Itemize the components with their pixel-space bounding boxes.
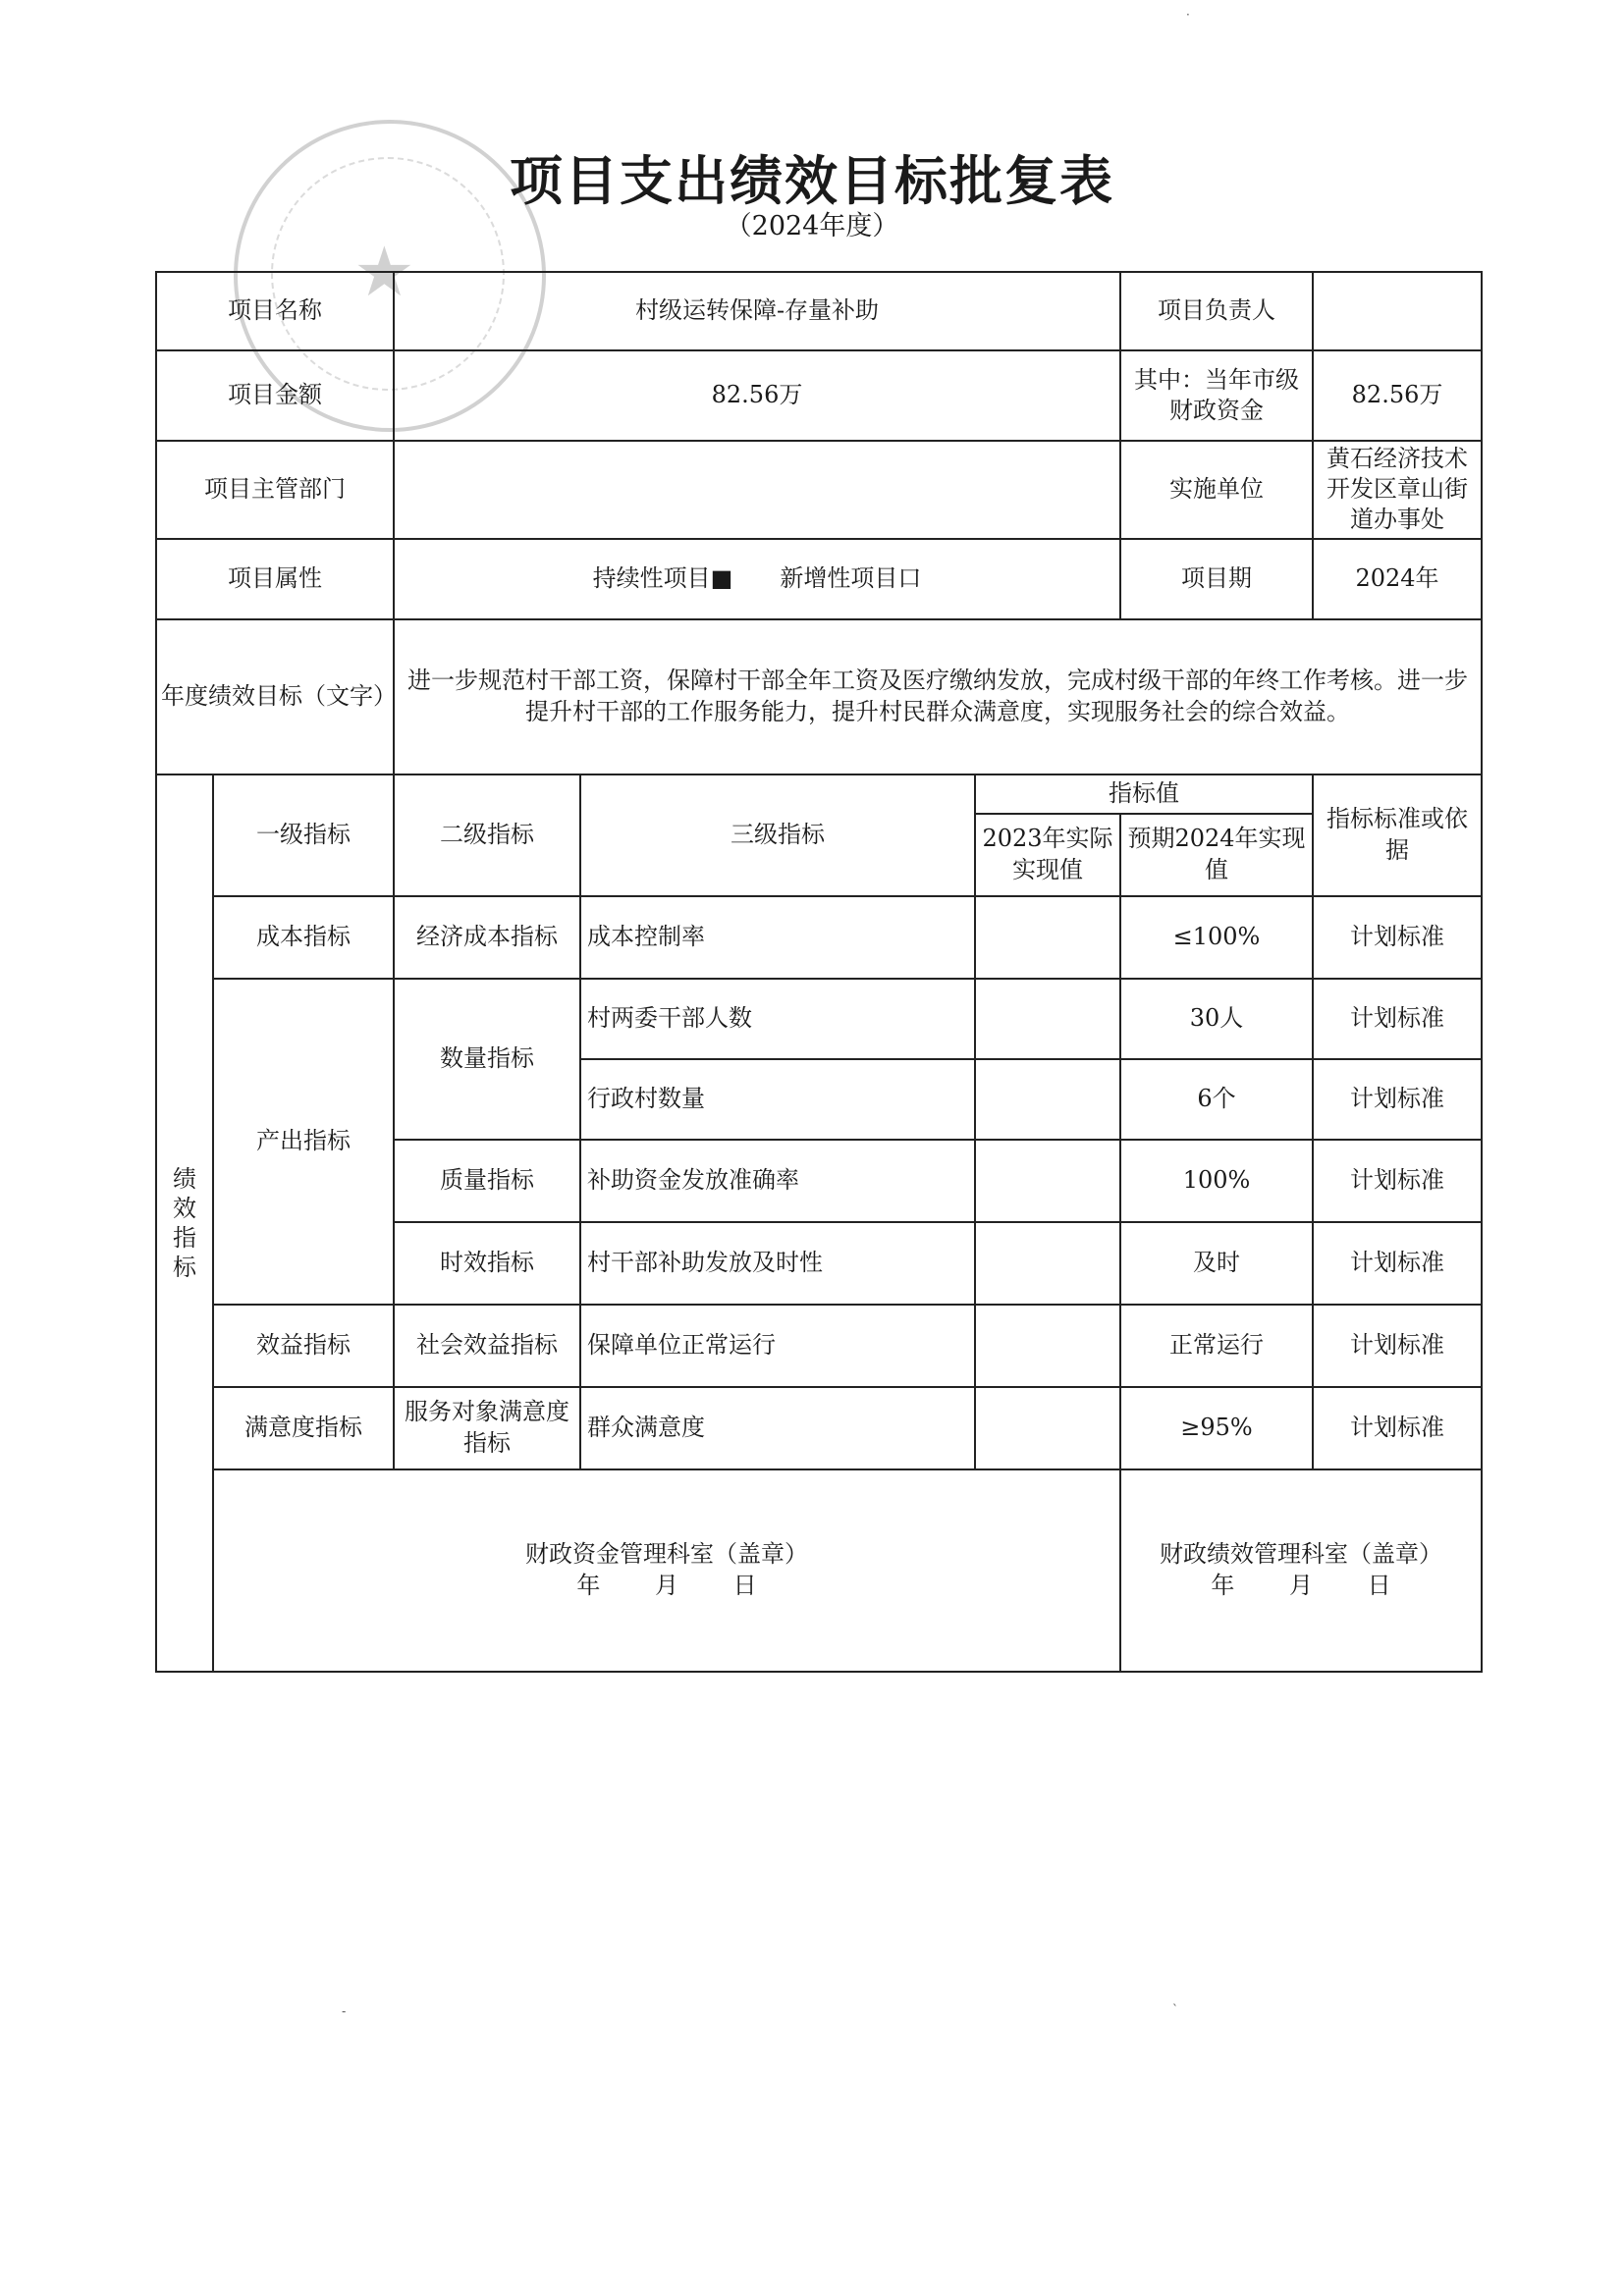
row-expected: ≤100% xyxy=(1120,896,1313,979)
date-day: 日 xyxy=(732,1571,757,1599)
dept-label: 项目主管部门 xyxy=(156,441,394,539)
goal-text: 进一步规范村干部工资，保障村干部全年工资及医疗缴纳发放，完成村级干部的年终工作考核。进一步提升村干部的工作服务能力，提升村民群众满意度，实现服务社会的综合效益。 xyxy=(394,619,1482,774)
finance-performance-office-label: 财政绩效管理科室（盖章） xyxy=(1160,1540,1443,1569)
row-perf-header-1 xyxy=(156,774,1482,814)
perf-section-label xyxy=(156,774,213,1672)
row-basis: 计划标准 xyxy=(1313,1059,1482,1140)
row-basis: 计划标准 xyxy=(1313,1305,1482,1387)
row-expected: 30人 xyxy=(1120,979,1313,1059)
header-expected-2024: 预期2024年实现值 xyxy=(1120,814,1313,896)
goal-label: 年度绩效目标（文字） xyxy=(156,619,394,774)
header-actual-2023: 2023年实际实现值 xyxy=(975,814,1120,896)
row-actual xyxy=(975,1140,1120,1222)
scan-speck: · xyxy=(1186,8,1190,22)
row-level3: 行政村数量 xyxy=(580,1059,975,1140)
date-month: 月 xyxy=(1289,1571,1314,1599)
row-level3: 补助资金发放准确率 xyxy=(580,1140,975,1222)
attr-value: 持续性项目■ 新增性项目口 xyxy=(394,539,1120,619)
row-actual xyxy=(975,1222,1120,1305)
row-level3: 村两委干部人数 xyxy=(580,979,975,1059)
scan-speck: ` xyxy=(1172,2002,1178,2016)
row-expected: ≥95% xyxy=(1120,1387,1313,1469)
row-basis: 计划标准 xyxy=(1313,979,1482,1059)
dept-value xyxy=(394,441,1120,539)
finance-performance-office-signoff xyxy=(1120,1469,1482,1672)
header-level2: 二级指标 xyxy=(394,774,580,896)
project-name-label: 项目名称 xyxy=(156,272,394,350)
period-value: 2024年 xyxy=(1313,539,1482,619)
header-level3: 三级指标 xyxy=(580,774,975,896)
project-name-value: 村级运转保障-存量补助 xyxy=(394,272,1120,350)
row-expected: 及时 xyxy=(1120,1222,1313,1305)
attr-label: 项目属性 xyxy=(156,539,394,619)
seal-star-icon: ★ xyxy=(353,232,415,312)
finance-fund-office-label: 财政资金管理科室（盖章） xyxy=(525,1540,808,1569)
row-level3: 保障单位正常运行 xyxy=(580,1305,975,1387)
date-month: 月 xyxy=(655,1571,678,1599)
date-day: 日 xyxy=(1367,1571,1391,1599)
row-actual xyxy=(975,896,1120,979)
row-level3: 群众满意度 xyxy=(580,1387,975,1469)
row-level3: 村干部补助发放及时性 xyxy=(580,1222,975,1305)
row-level1: 产出指标 xyxy=(213,979,394,1305)
row-level2: 时效指标 xyxy=(394,1222,580,1305)
date-year: 年 xyxy=(576,1571,601,1599)
row-level2: 社会效益指标 xyxy=(394,1305,580,1387)
approval-table xyxy=(155,271,1483,1673)
table-row xyxy=(156,1387,1482,1469)
row-actual xyxy=(975,979,1120,1059)
page-subtitle: （2024年度） xyxy=(725,211,899,241)
header-level1: 一级指标 xyxy=(213,774,394,896)
table-row xyxy=(156,1305,1482,1387)
row-level3: 成本控制率 xyxy=(580,896,975,979)
page-title: 项目支出绩效目标批复表 xyxy=(510,149,1114,212)
city-fund-value: 82.56万 xyxy=(1313,350,1482,441)
row-basis: 计划标准 xyxy=(1313,1222,1482,1305)
row-level2: 经济成本指标 xyxy=(394,896,580,979)
row-project-name xyxy=(156,272,1482,350)
row-level1: 成本指标 xyxy=(213,896,394,979)
impl-value: 黄石经济技术开发区章山街道办事处 xyxy=(1313,441,1482,539)
row-level2: 数量指标 xyxy=(394,979,580,1140)
amount-label: 项目金额 xyxy=(156,350,394,441)
row-level1: 效益指标 xyxy=(213,1305,394,1387)
row-level1: 满意度指标 xyxy=(213,1387,394,1469)
table-row xyxy=(156,979,1482,1059)
row-basis: 计划标准 xyxy=(1313,896,1482,979)
row-basis: 计划标准 xyxy=(1313,1387,1482,1469)
row-department xyxy=(156,441,1482,539)
finance-fund-office-date xyxy=(218,1571,1115,1601)
finance-fund-office-signoff xyxy=(213,1469,1120,1672)
row-amount xyxy=(156,350,1482,441)
owner-label: 项目负责人 xyxy=(1120,272,1313,350)
row-expected: 正常运行 xyxy=(1120,1305,1313,1387)
row-signoff xyxy=(156,1469,1482,1672)
period-label: 项目期 xyxy=(1120,539,1313,619)
scan-speck: - xyxy=(342,2004,347,2018)
row-attribute xyxy=(156,539,1482,619)
row-goal xyxy=(156,619,1482,774)
impl-label: 实施单位 xyxy=(1120,441,1313,539)
table-row xyxy=(156,896,1482,979)
amount-value: 82.56万 xyxy=(394,350,1120,441)
row-actual xyxy=(975,1387,1120,1469)
finance-performance-office-date xyxy=(1125,1571,1477,1601)
date-year: 年 xyxy=(1211,1571,1235,1599)
city-fund-label: 其中：当年市级财政资金 xyxy=(1120,350,1313,441)
row-expected: 100% xyxy=(1120,1140,1313,1222)
header-value: 指标值 xyxy=(975,774,1313,814)
row-basis: 计划标准 xyxy=(1313,1140,1482,1222)
row-actual xyxy=(975,1059,1120,1140)
row-actual xyxy=(975,1305,1120,1387)
row-level2: 质量指标 xyxy=(394,1140,580,1222)
perf-section-text: 绩效指标 xyxy=(173,1164,196,1281)
header-basis: 指标标准或依据 xyxy=(1313,774,1482,896)
row-level2: 服务对象满意度指标 xyxy=(394,1387,580,1469)
row-expected: 6个 xyxy=(1120,1059,1313,1140)
owner-value xyxy=(1313,272,1482,350)
